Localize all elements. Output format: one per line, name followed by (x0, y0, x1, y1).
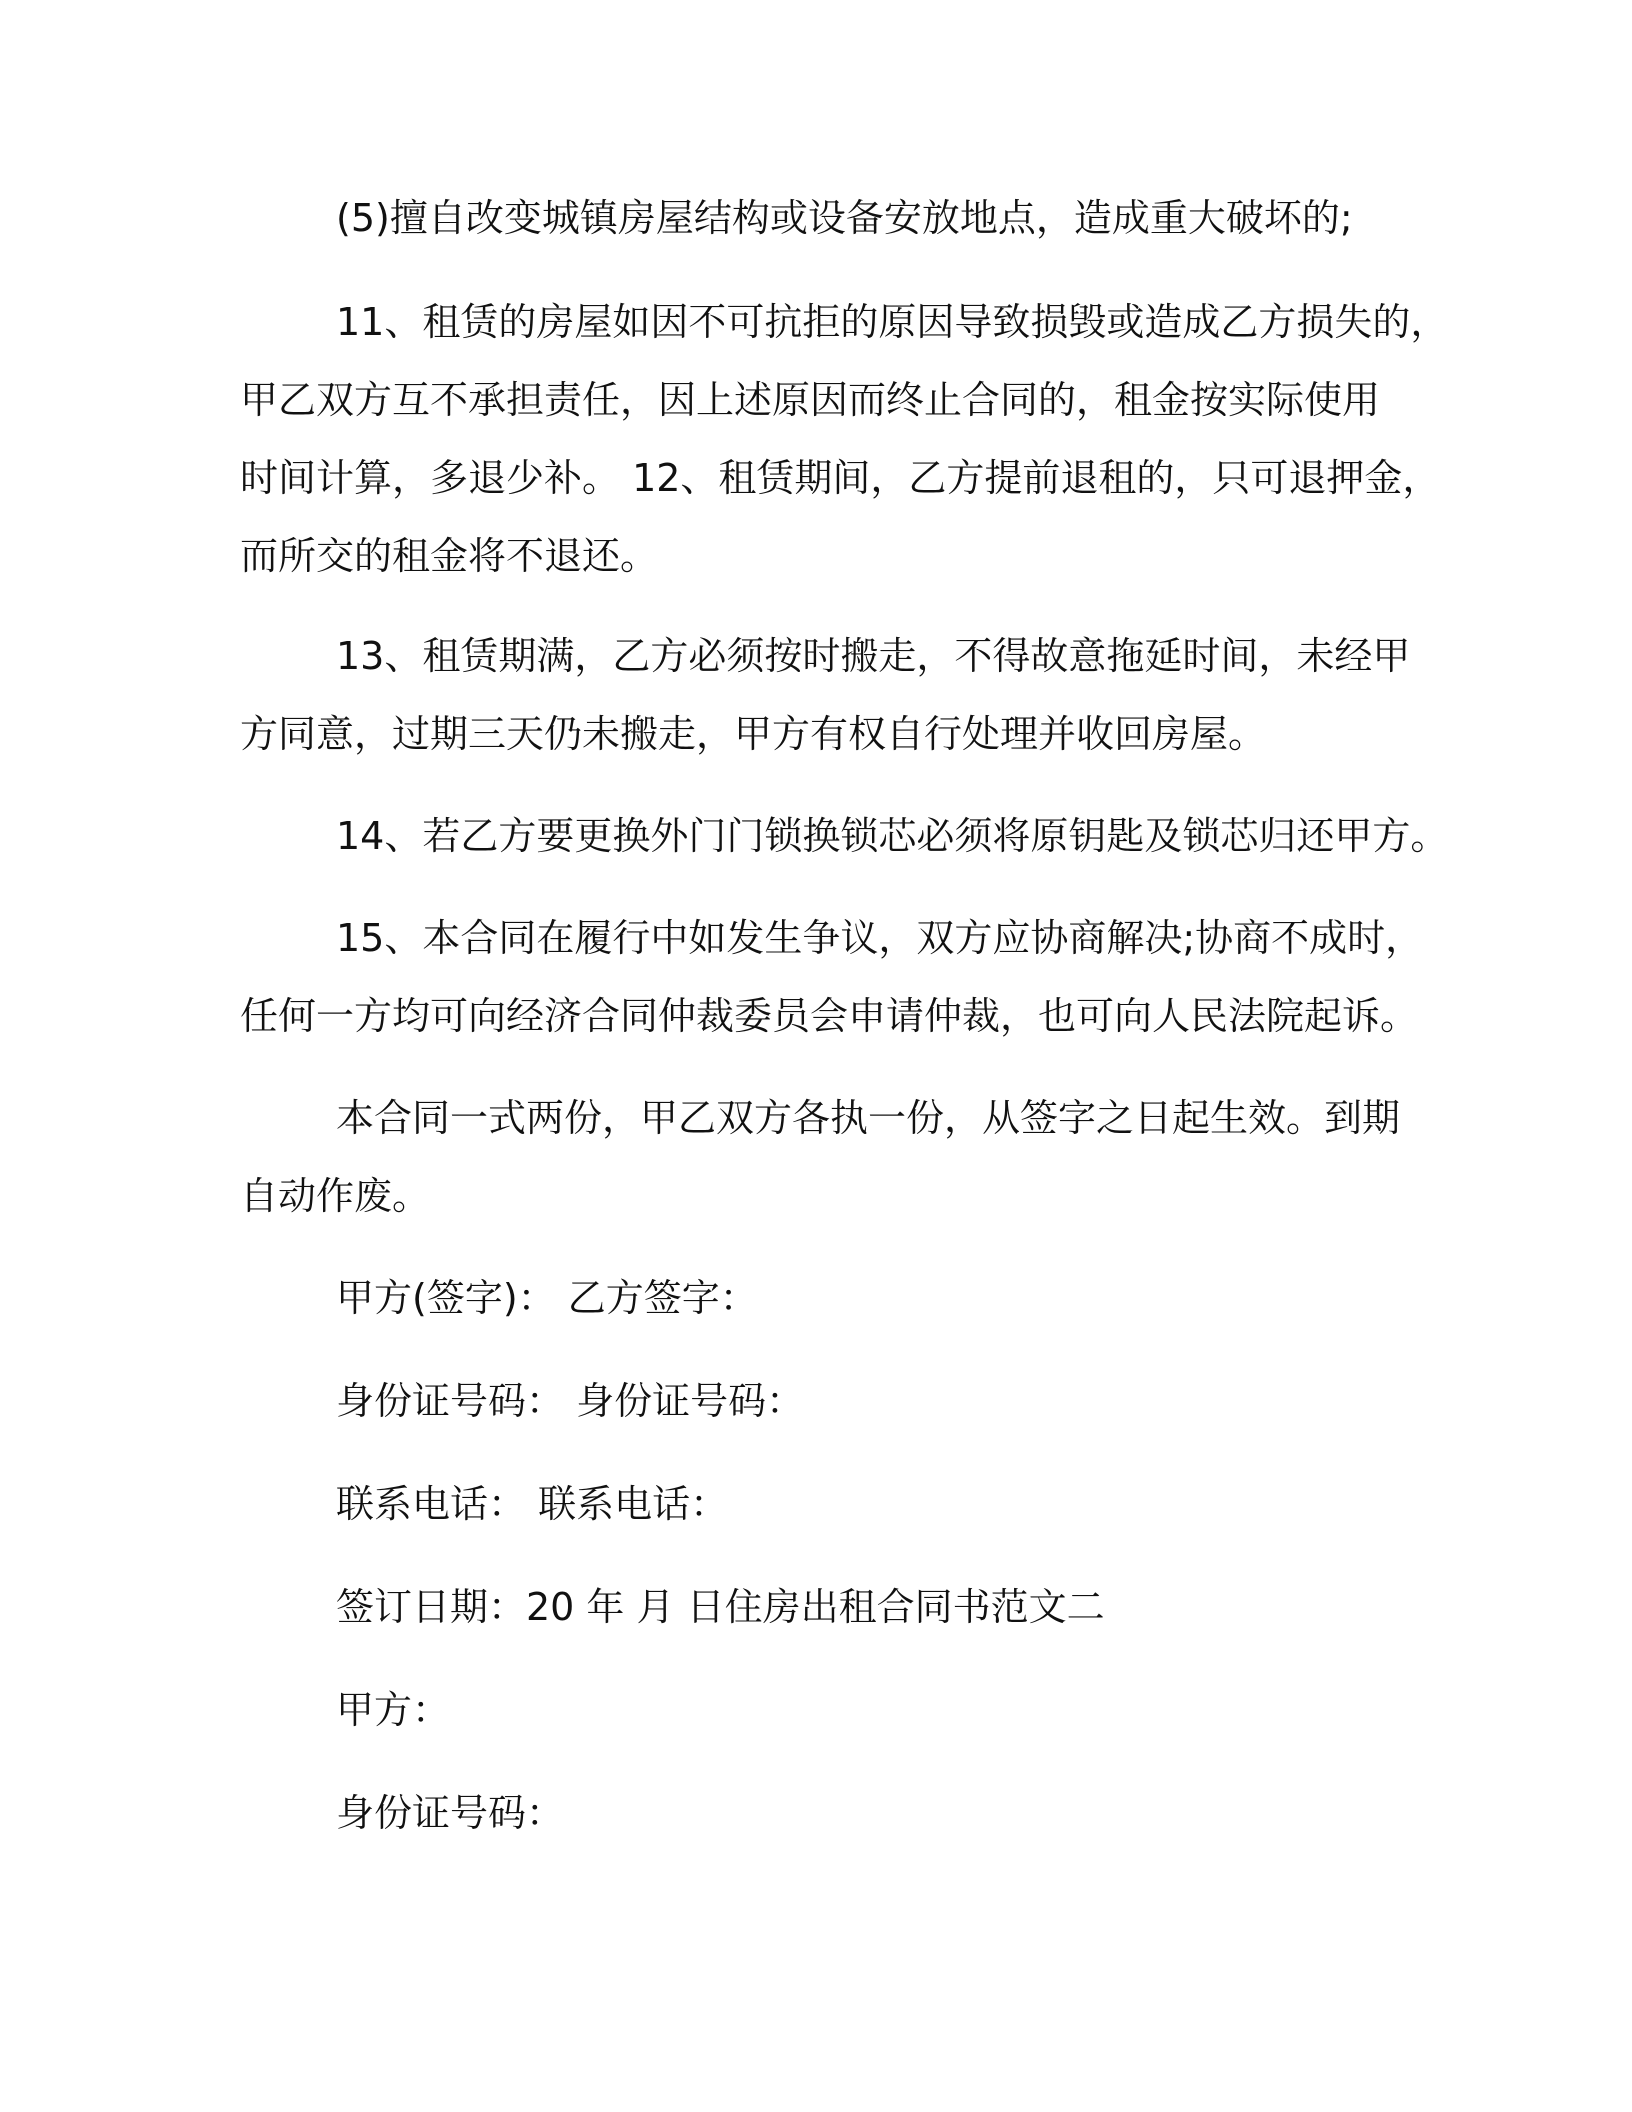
clause-15 (240, 899, 1424, 1055)
party-a-id-line (240, 1774, 1410, 1852)
text-line: 身份证号码： (336, 1791, 565, 1835)
clause-13 (240, 617, 1410, 773)
text-line: (5)擅自改变城镇房屋结构或设备安放地点，造成重大破坏的; (336, 196, 1353, 240)
text-line: 15、本合同在履行中如发生争议，双方应协商解决;协商不成时， (336, 916, 1424, 960)
text-line: 甲乙双方互不承担责任，因上述原因而终止合同的，租金按实际使用 (240, 378, 1381, 422)
contract-copies-clause (240, 1079, 1410, 1235)
text-line: 自动作废。 (240, 1174, 431, 1218)
text-line: 方同意，过期三天仍未搬走，甲方有权自行处理并收回房屋。 (240, 712, 1267, 756)
id-number-line (240, 1362, 1410, 1440)
clause-5-item (240, 179, 1410, 257)
text-line: 而所交的租金将不退还。 (240, 534, 659, 578)
text-line: 14、若乙方要更换外门门锁换锁芯必须将原钥匙及锁芯归还甲方。 (336, 814, 1449, 858)
signing-date-line (240, 1568, 1410, 1646)
text-line: 签订日期：20 年 月 日住房出租合同书范文二 (336, 1585, 1105, 1629)
clause-11-12 (240, 283, 1449, 595)
text-line: 任何一方均可向经济合同仲裁委员会申请仲裁，也可向人民法院起诉。 (240, 994, 1419, 1038)
text-line: 11、租赁的房屋如因不可抗拒的原因导致损毁或造成乙方损失的， (336, 300, 1449, 344)
text-line: 甲方(签字)： 乙方签字： (336, 1276, 758, 1320)
text-line: 13、租赁期满，乙方必须按时搬走，不得故意拖延时间，未经甲 (336, 634, 1411, 678)
text-line: 本合同一式两份，甲乙双方各执一份，从签字之日起生效。到期 (336, 1096, 1401, 1140)
text-line: 身份证号码： 身份证号码： (336, 1379, 805, 1423)
party-a-line (240, 1671, 1410, 1749)
signature-line (240, 1259, 1410, 1337)
clause-14 (240, 797, 1449, 875)
text-line: 甲方： (336, 1688, 451, 1732)
text-line: 时间计算，多退少补。 12、租赁期间，乙方提前退租的，只可退押金， (240, 456, 1441, 500)
phone-line (240, 1465, 1410, 1543)
text-line: 联系电话： 联系电话： (336, 1482, 729, 1526)
